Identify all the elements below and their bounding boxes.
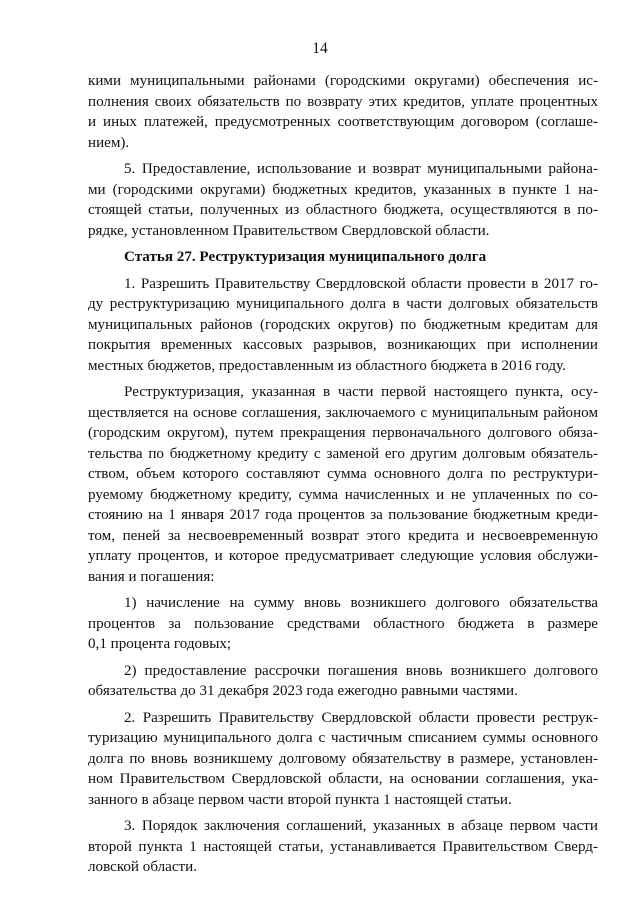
text-line: том, пеней за несвоевременный возврат этого кредита и несвоевременную (88, 527, 598, 544)
text-line: ми (городскими округами) бюджетных кредитов, указанных в пункте 1 на- (88, 181, 598, 198)
text-line: процентов за пользование средствами областного бюджета в размере (88, 615, 598, 632)
text-line: обязательства до 31 декабря 2023 года ежегодно равными частями. (88, 683, 518, 699)
document-body (88, 71, 598, 884)
text-line: кими муниципальными районами (городскими округами) обеспечения ис- (88, 73, 598, 89)
text-line: рядке, установленном Правительством Свердловской области. (88, 222, 490, 239)
paragraph-restructuring (88, 382, 598, 587)
text-line: уплату процентов, и которое предусматривает следующие условия обслужи- (88, 548, 598, 564)
text-line: вания и погашения: (88, 568, 215, 585)
text-line: ством, объем которого составляют сумма основного долга по реструктури- (88, 466, 598, 482)
text-line: туризацию муниципального долга с частичным списанием суммы основного (88, 730, 598, 746)
paragraph-item-2 (88, 708, 598, 811)
text-line: 2. Разрешить Правительству Свердловской области провести реструк- (124, 709, 598, 726)
text-line: 1) начисление на сумму вновь возникшего долгового обязательства (124, 595, 598, 611)
text-line: ду реструктуризацию муниципального долга в части долговых обязательств (88, 296, 598, 312)
text-line: 3. Порядок заключения соглашений, указанных в абзаце первом части (124, 818, 598, 834)
text-line: местных бюджетов, предоставленным из областного бюджета в 2016 году. (88, 357, 566, 374)
text-line: долга по вновь возникшему долговому обязательству в размере, установлен- (88, 750, 598, 767)
text-line: Реструктуризация, указанная в части первой настоящего пункта, осу- (124, 384, 598, 400)
paragraph-item-5 (88, 159, 598, 241)
text-line: 0,1 процента годовых; (88, 636, 232, 652)
paragraph-subitem-1 (88, 593, 598, 655)
text-line: второй пункта 1 настоящей статьи, устанавливается Правительством Сверд- (88, 838, 598, 855)
paragraph-subitem-2 (88, 661, 598, 702)
text-line: ловской области. (88, 859, 198, 875)
page-number: 14 (312, 40, 328, 57)
text-line: занного в абзаце первом части второй пункта 1 настоящей статьи. (88, 791, 512, 808)
text-line: тельства по бюджетному кредиту с заменой его другим долговым обязатель- (88, 445, 598, 462)
text-line: (городским округом), путем прекращения первоначального долгового обяза- (88, 425, 598, 441)
text-line: 2) предоставление рассрочки погашения вновь возникшего долгового (124, 662, 598, 679)
text-line: 1. Разрешить Правительству Свердловской области провести в 2017 го- (124, 275, 598, 292)
text-line: и иных платежей, предусмотренных соответствующим договором (соглаше- (88, 114, 598, 130)
text-line: покрытия временных кассовых разрывов, возникающих при исполнении (88, 337, 598, 353)
text-line: ществляется на основе соглашения, заключаемого с муниципальным районом (88, 404, 598, 421)
paragraph-item-1 (88, 274, 598, 377)
text-line: руемому бюджетному кредиту, сумма начисленных и не уплаченных по со- (88, 486, 598, 503)
text-line: нием). (88, 134, 130, 151)
text-line: 5. Предоставление, использование и возврат муниципальными района- (124, 161, 598, 177)
paragraph-item-3 (88, 816, 598, 878)
text-line: полнения своих обязательств по возврату этих кредитов, уплате процентных (88, 93, 598, 110)
text-line: муниципальных районов (городских округов) по бюджетным кредитам для (88, 316, 598, 333)
text-line: ном Правительством Свердловской области, на основании соглашения, ука- (88, 771, 598, 787)
article-heading: Статья 27. Реструктуризация муниципального долга (124, 249, 487, 265)
text-line: стоящей статьи, полученных из областного бюджета, осуществляются в по- (88, 202, 598, 218)
text-line: стоянию на 1 января 2017 года процентов за пользование бюджетным креди- (88, 507, 598, 523)
paragraph-continuation (88, 71, 598, 153)
